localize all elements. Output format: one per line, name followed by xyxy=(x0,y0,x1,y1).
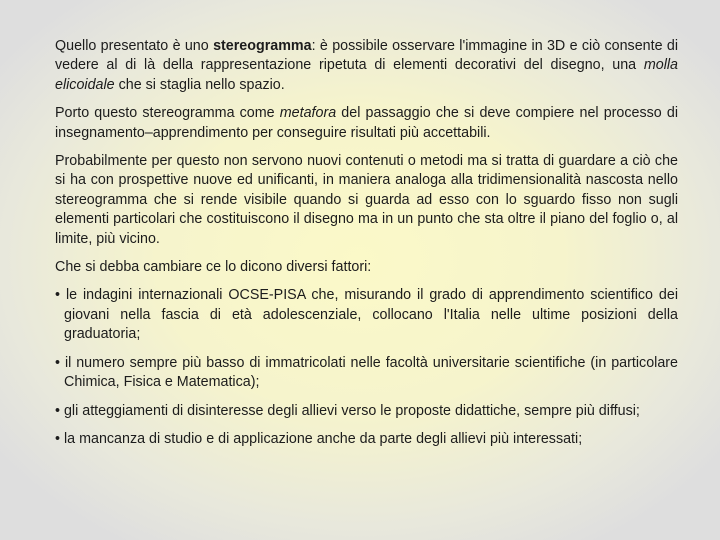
p2-italic-metafora: metafora xyxy=(279,105,337,122)
p1-keyword-stereogramma: stereogramma xyxy=(213,38,312,54)
p1-text-e: che si staglia nello spazio. xyxy=(114,76,285,93)
bullet-disinteresse: • gli atteggiamenti di disinteresse degli allievi verso le proposte didattiche, sempre più diffusi; xyxy=(55,402,640,419)
p1-italic-molla: molla elicoidale xyxy=(55,57,678,93)
paragraph-stereogram xyxy=(55,37,678,95)
bullet-mancanza-studio: • la mancanza di studio e di applicazione anche da parte degli allievi più interessati; xyxy=(55,430,583,447)
paragraph-metaphor xyxy=(55,104,678,143)
p1-text-c: : è possibile osservare l'immagine in 3D e ciò consente di vedere al di là della rappresentazione ripetuta di elementi decorativi del disegno, una xyxy=(55,38,678,74)
paragraph-factors-intro: Che si debba cambiare ce lo dicono diversi fattori: xyxy=(55,259,372,276)
p1-text-a: Quello presentato è uno xyxy=(55,38,214,54)
text-body xyxy=(55,37,678,458)
p2-text-c: del passaggio che si deve compiere nel processo di insegnamento–apprendimento per conseguire risultati più accettabili. xyxy=(55,105,678,141)
bullet-ocse-pisa: • le indagini internazionali OCSE-PISA che, misurando il grado di apprendimento scientifico dei giovani nella fascia di età adolescenziale, collocano l'Italia nelle ultime posizioni della graduatoria; xyxy=(55,287,678,343)
bullet-immatricolati: • il numero sempre più basso di immatricolati nelle facoltà universitarie scientifiche (in particolare Chimica, Fisica e Matematica); xyxy=(55,354,678,391)
p2-text-a: Porto questo stereogramma come xyxy=(55,105,280,122)
paragraph-perspective: Probabilmente per questo non servono nuovi contenuti o metodi ma si tratta di guardare a ciò che si ha con prospettive nuove ed unificanti, in maniera analoga alla tridimensionalità nascosta nello stereogramma che si rende visibile quando si guarda ad esso con lo sguardo fisso non sugli elementi particolari che costituiscono il disegno ma in un punto che sta oltre il piano del foglio o, al limite, più vicino. xyxy=(55,153,678,247)
